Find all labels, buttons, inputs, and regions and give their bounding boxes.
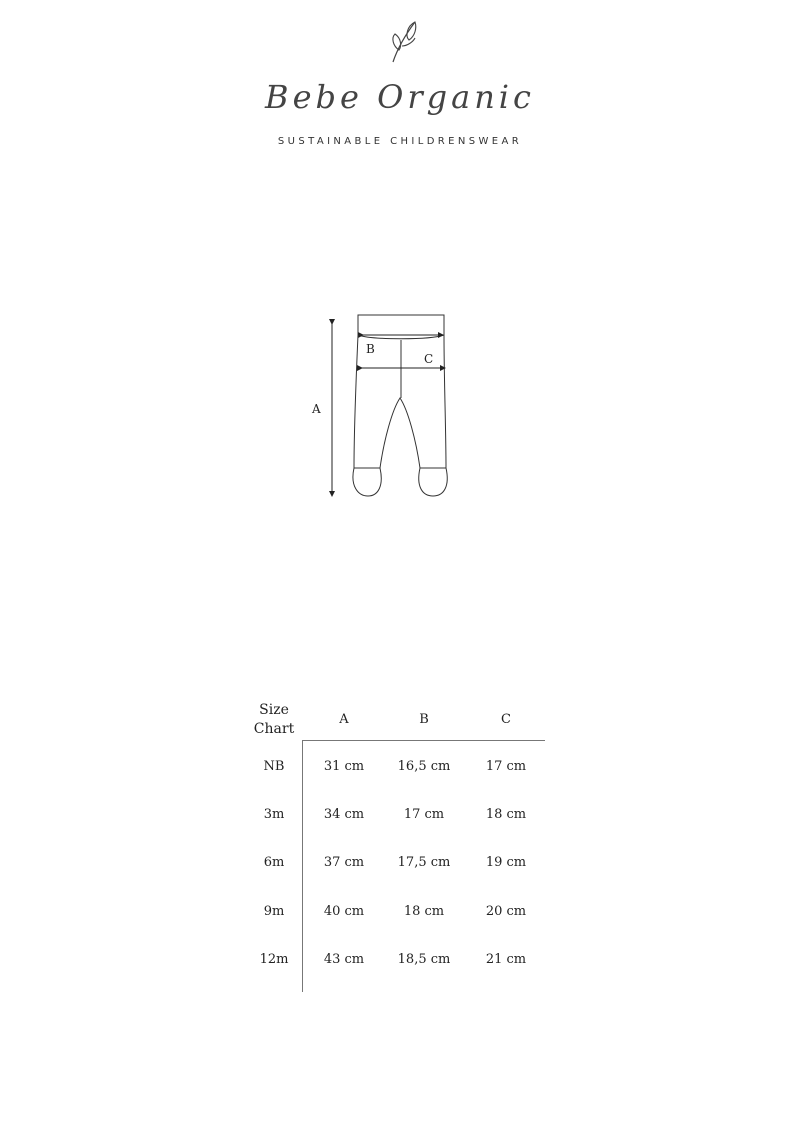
table-row-size: 3m	[263, 807, 285, 822]
column-header-a: A	[339, 712, 349, 727]
table-cell: 37 cm	[323, 855, 365, 870]
pants-measurement-diagram	[300, 300, 470, 510]
brand-tagline: SUSTAINABLE CHILDRENSWEAR	[277, 136, 523, 147]
table-row-size: NB	[263, 759, 285, 774]
column-header-b: B	[419, 712, 429, 727]
table-cell: 17,5 cm	[397, 855, 451, 870]
table-row-size: 9m	[263, 904, 285, 919]
table-cell: 17 cm	[403, 807, 445, 822]
table-cell: 17 cm	[485, 759, 527, 774]
table-cell: 19 cm	[485, 855, 527, 870]
table-cell: 43 cm	[323, 952, 365, 967]
table-cell: 21 cm	[485, 952, 527, 967]
measure-a-label: A	[312, 402, 321, 416]
column-header-c: C	[501, 712, 511, 727]
table-cell: 34 cm	[323, 807, 365, 822]
leaf-sprig-icon	[385, 16, 425, 64]
table-cell: 18 cm	[485, 807, 527, 822]
table-row-size: 6m	[263, 855, 285, 870]
size-chart-table	[245, 695, 565, 995]
size-chart-header: Size Chart	[253, 702, 295, 737]
table-cell: 31 cm	[323, 759, 365, 774]
table-cell: 18 cm	[403, 904, 445, 919]
measure-c-label: C	[424, 352, 434, 366]
table-cell: 16,5 cm	[397, 759, 451, 774]
table-row-size: 12m	[259, 952, 289, 967]
brand-name: Bebe Organic	[265, 78, 535, 116]
table-cell: 18,5 cm	[397, 952, 451, 967]
measure-b-label: B	[366, 342, 375, 356]
table-cell: 40 cm	[323, 904, 365, 919]
table-header-divider	[302, 740, 545, 741]
table-cell: 20 cm	[485, 904, 527, 919]
